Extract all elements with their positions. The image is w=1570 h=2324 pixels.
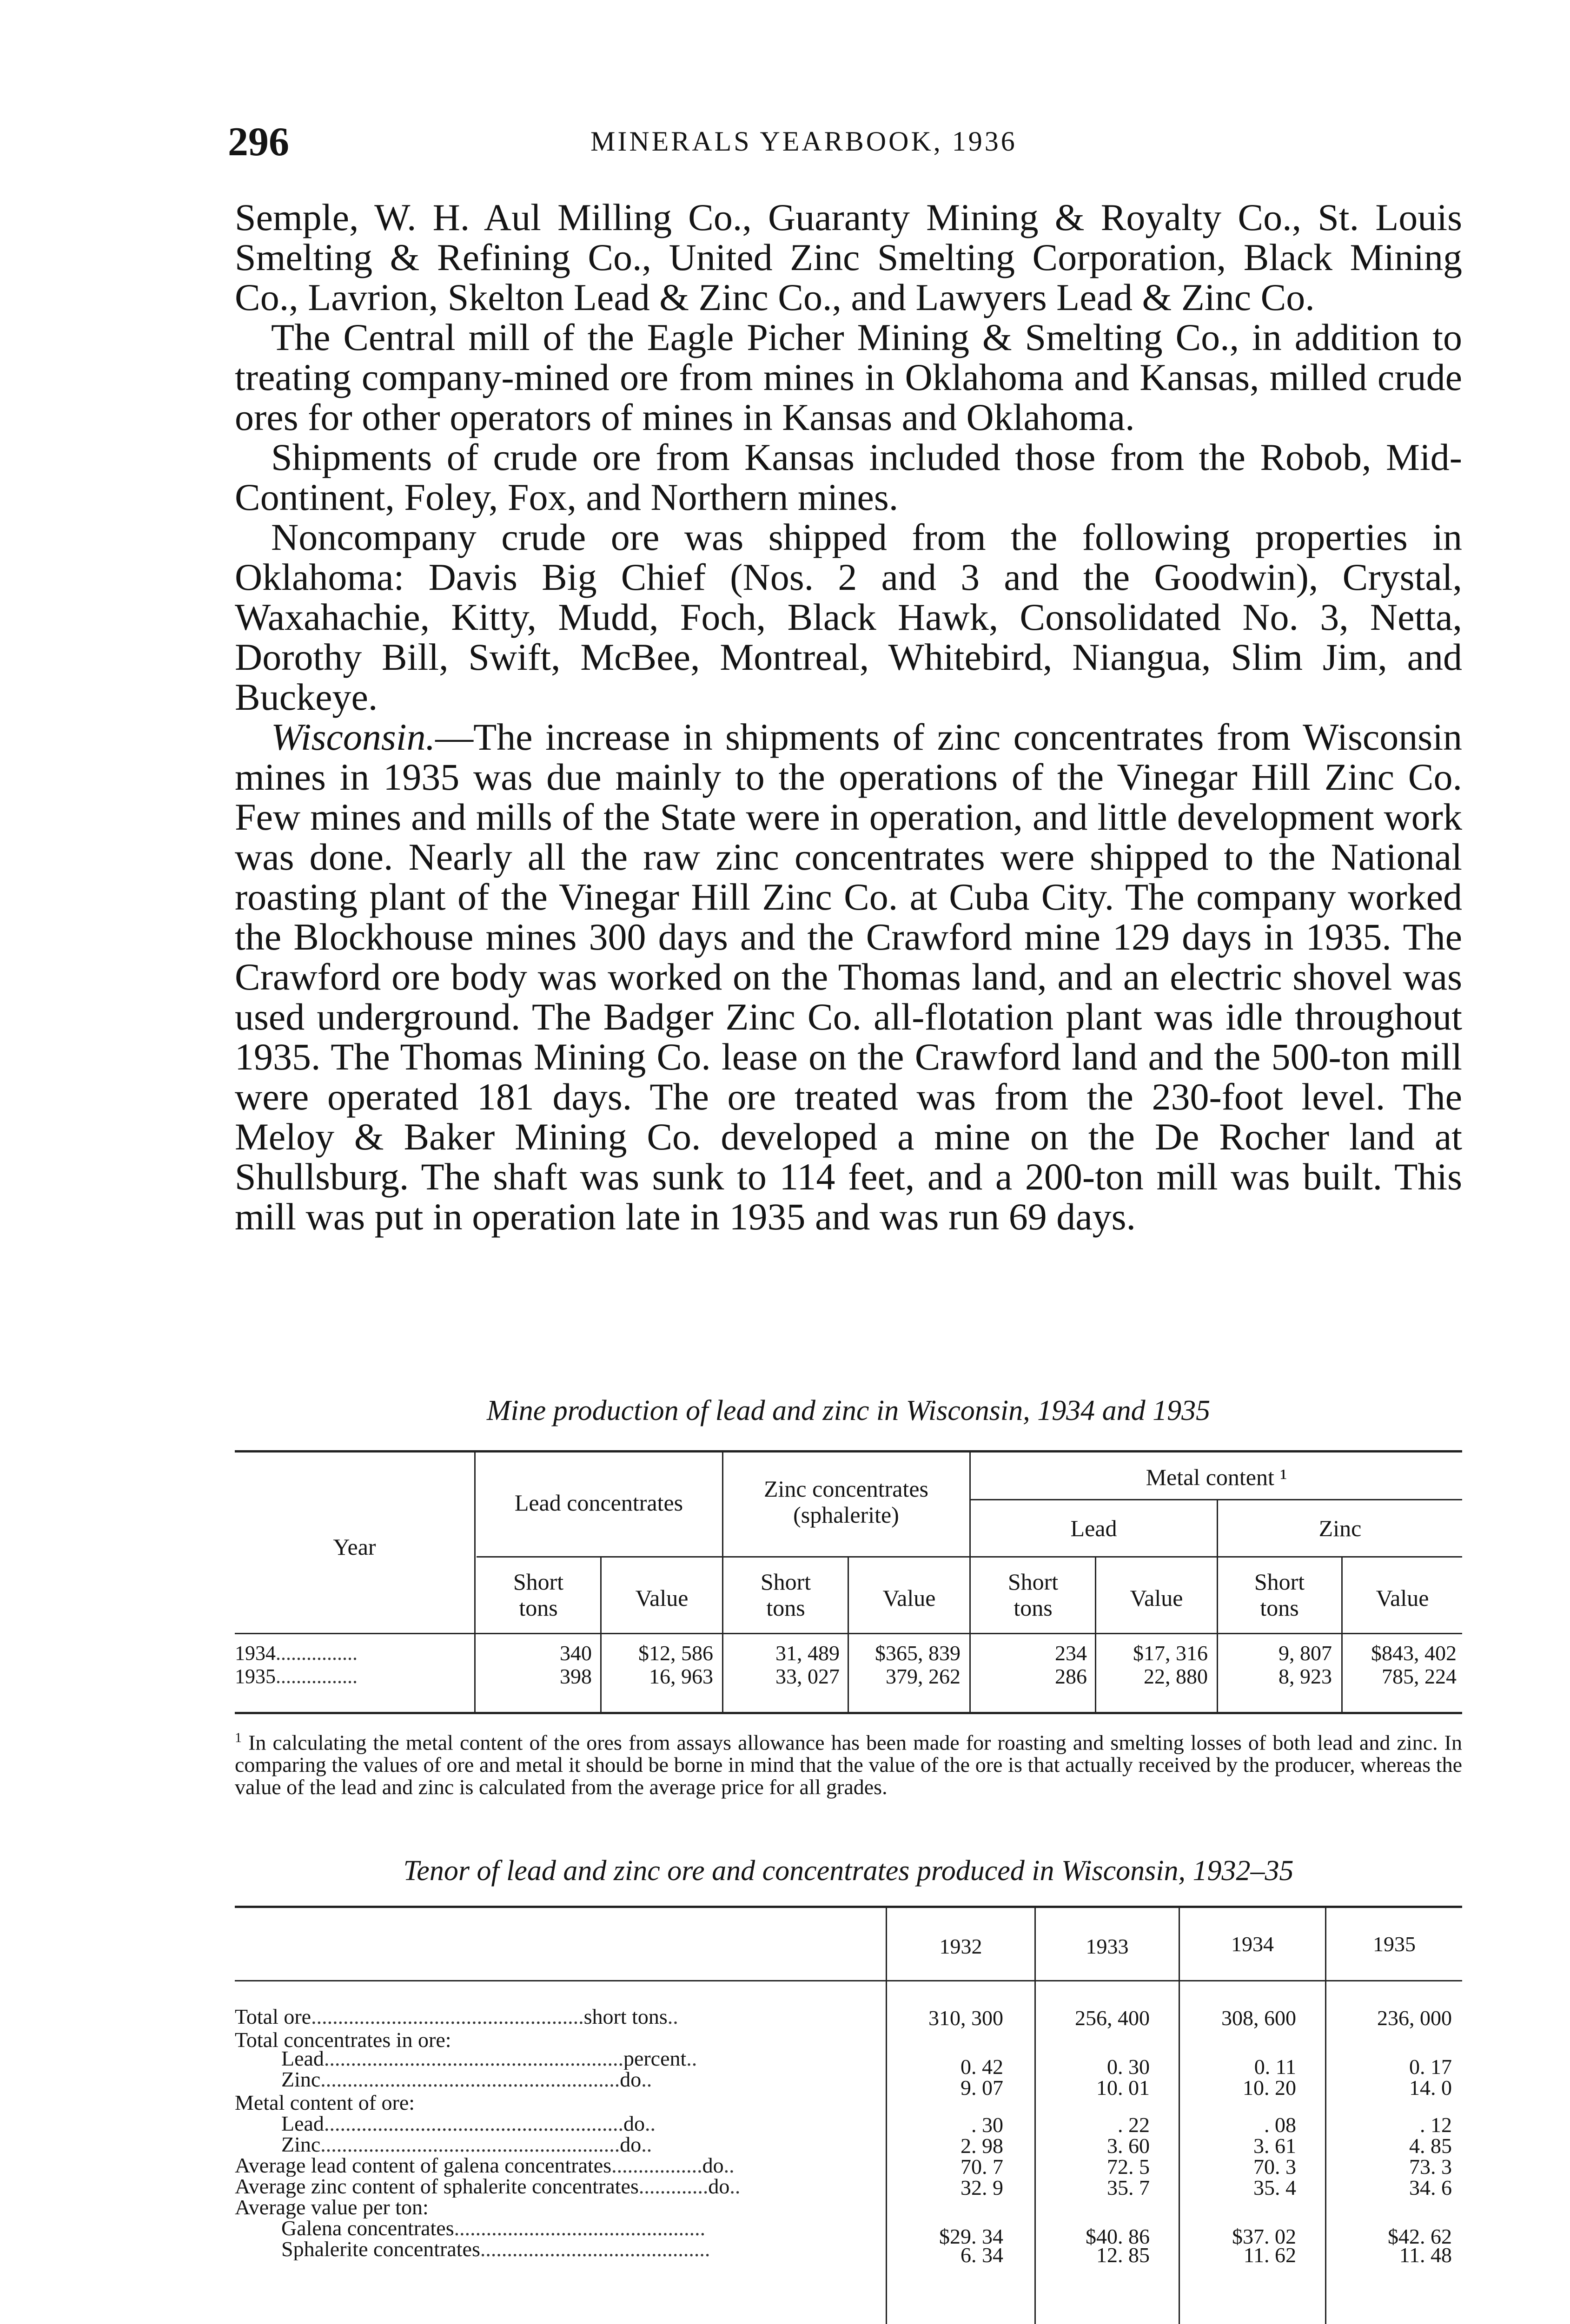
paragraph: Semple, W. H. Aul Milling Co., Guaranty Mining & Royalty Co., St. Louis Smelting & Refining Co., United Zinc Smelting Corporation, Black Mining Co., Lavrion, Skelton Lead & Zinc Co., and Lawyers Lead & Zinc Co.: [235, 196, 1462, 318]
year-header: 1933: [1086, 1934, 1129, 1958]
header-lead: Lead: [1070, 1515, 1117, 1541]
table-row-label: Total ore...................................................short tons..: [235, 2006, 678, 2028]
rule: [1341, 1557, 1343, 1713]
table-row-label: Average lead content of galena concentrates.................do..: [235, 2154, 735, 2177]
body-text: [235, 198, 1462, 1237]
year-header: 1932: [939, 1934, 982, 1958]
table-row-label: Lead........................................................do..: [281, 2113, 656, 2135]
table-cell: 34. 6: [1409, 2176, 1452, 2199]
table-cell: 32. 9: [961, 2176, 1003, 2199]
rule: [235, 1980, 1462, 1981]
table-cell: 310, 300: [928, 2006, 1003, 2030]
table-cell: 73. 3: [1409, 2155, 1452, 2179]
table-cell: 72. 5: [1107, 2155, 1150, 2179]
table-cell: 2. 98: [961, 2134, 1003, 2158]
cell: 340: [560, 1641, 592, 1665]
table-cell: . 08: [1264, 2113, 1296, 2137]
cell: 286: [1055, 1664, 1087, 1688]
rule: [969, 1499, 1462, 1500]
cell: 398: [560, 1664, 592, 1688]
table2: [235, 1906, 1462, 2324]
table-cell: 35. 7: [1107, 2176, 1150, 2199]
table-row-label: Total concentrates in ore:: [235, 2029, 451, 2051]
paragraph: Noncompany crude ore was shipped from the following properties in Oklahoma: Davis Big Chief (Nos. 2 and 3 and the Goodwin), Crystal, Waxahachie, Kitty, Mudd, Foch, Black Hawk, Consolidated No. 3, Netta, Dorothy Bill, Swift, McBee, Montreal, Whitebird, Niangua, Slim Jim, and Buckeye.: [235, 516, 1462, 718]
table-cell: 11. 62: [1243, 2243, 1296, 2267]
table-row-label: Average zinc content of sphalerite concentrates.............do..: [235, 2175, 741, 2198]
table-cell: 4. 85: [1409, 2134, 1452, 2158]
cell: 16, 963: [649, 1664, 713, 1688]
header-zinc: Zinc: [1318, 1515, 1362, 1541]
table1: [235, 1450, 1462, 1715]
cell: 379, 262: [886, 1664, 961, 1688]
table-cell: $37. 02: [1232, 2225, 1296, 2248]
table-cell: $40. 86: [1086, 2225, 1150, 2248]
table-cell: 10. 01: [1096, 2076, 1150, 2100]
table-row-label: Galena concentrates...............................................: [281, 2217, 706, 2239]
cell: 33, 027: [775, 1664, 840, 1688]
table-cell: 14. 0: [1409, 2076, 1452, 2100]
section-text: —The increase in shipments of zinc concentrates from Wisconsin mines in 1935 was due mainly to the operations of the Vinegar Hill Zinc Co. Few mines and mills of the State were in operation, and little development work was done. Nearly all the raw zinc concentrates were shipped to the National roasting plant of the Vinegar Hill Zinc Co. at Cuba City. The company worked the Blockhouse mines 300 days and the Crawford mine 129 days in 1935. The Crawford ore body was worked on the Thomas land, and an electric shovel was used underground. The Badger Zinc Co. all-flotation plant was idle throughout 1935. The Thomas Mining Co. lease on the Crawford land and the 500-ton mill were operated 181 days. The ore treated was from the 230-foot level. The Meloy & Baker Mining Co. developed a mine on the De Rocher land at Shullsburg. The shaft was sunk to 114 feet, and a 200-ton mill was built. This mill was put in operation late in 1935 and was run 69 days.: [235, 716, 1462, 1238]
table-cell: 70. 3: [1253, 2155, 1296, 2179]
table-row-label: Lead........................................................percent..: [281, 2047, 697, 2070]
header-short-tons: Short tons: [760, 1569, 811, 1621]
header-short-tons: Short tons: [1254, 1569, 1305, 1621]
header-value: Value: [882, 1585, 936, 1611]
page-number: 296: [228, 119, 289, 165]
table-cell: . 30: [971, 2113, 1003, 2137]
table-cell: 11. 48: [1399, 2243, 1452, 2267]
cell: 22, 880: [1144, 1664, 1208, 1688]
paragraph: The Central mill of the Eagle Picher Mining & Smelting Co., in addition to treating company-mined ore from mines in Oklahoma and Kansas, milled crude ores for other operators of mines in Kansas and Oklahoma.: [235, 316, 1462, 438]
table-cell: 70. 7: [961, 2155, 1003, 2179]
table-cell: . 22: [1118, 2113, 1150, 2137]
table-cell: 35. 4: [1253, 2176, 1296, 2199]
table-row-label: Metal content of ore:: [235, 2092, 415, 2114]
header-lead-concentrates: Lead concentrates: [514, 1490, 683, 1516]
header-year: Year: [333, 1534, 376, 1560]
cell: $17, 316: [1133, 1641, 1208, 1665]
rule: [235, 1906, 1462, 1908]
header-value: Value: [1376, 1585, 1429, 1611]
header-value: Value: [635, 1585, 689, 1611]
cell: 9, 807: [1279, 1641, 1332, 1665]
section-lead: Wisconsin.: [271, 716, 436, 758]
table-cell: 3. 60: [1107, 2134, 1150, 2158]
table1-caption: Mine production of lead and zinc in Wisconsin, 1934 and 1935: [486, 1395, 1211, 1426]
cell: $12, 586: [638, 1641, 713, 1665]
table-cell: 0. 42: [961, 2055, 1003, 2079]
header-short-tons: Short tons: [513, 1569, 564, 1621]
table-row-label: Sphalerite concentrates...........................................: [281, 2238, 710, 2260]
table-cell: 10. 20: [1243, 2076, 1296, 2100]
cell: 8, 923: [1279, 1664, 1332, 1688]
paragraph-wisconsin: [235, 717, 1462, 1237]
table-cell: . 12: [1420, 2113, 1452, 2137]
header-zinc-concentrates: Zinc concentrates (sphalerite): [764, 1476, 928, 1528]
table-row-year: 1934................: [235, 1642, 358, 1664]
running-title: MINERALS YEARBOOK, 1936: [590, 126, 1017, 157]
table-cell: 0. 30: [1107, 2055, 1150, 2079]
cell: $843, 402: [1371, 1641, 1457, 1665]
table-cell: 12. 85: [1096, 2243, 1150, 2267]
table-cell: 308, 600: [1221, 2006, 1296, 2030]
rule: [1095, 1557, 1096, 1713]
cell: $365, 839: [875, 1641, 961, 1665]
table-row-label: Zinc........................................................do..: [281, 2133, 652, 2156]
rule: [848, 1557, 849, 1713]
table-cell: 236, 000: [1377, 2006, 1452, 2030]
table-cell: 9. 07: [961, 2076, 1003, 2100]
header-metal-content: Metal content ¹: [1146, 1464, 1287, 1490]
table1-footnote: $^1$ In calculating the metal content of the ores from assays allowance has been made for roasting and smelting losses of both lead and zinc. In comparing the values of ore and metal it should be borne in mind that the value of the ore is that actually received by the producer, whereas the value of the lead and zinc is calculated from the average price for all grades.: [235, 1730, 1462, 1799]
table-cell: 0. 11: [1254, 2055, 1296, 2079]
table-row-year: 1935................: [235, 1665, 358, 1688]
cell: 31, 489: [775, 1641, 840, 1665]
table-cell: 6. 34: [961, 2243, 1003, 2267]
cell: 785, 224: [1382, 1664, 1457, 1688]
rule: [600, 1557, 602, 1713]
table-cell: 0. 17: [1409, 2055, 1452, 2079]
year-header: 1934: [1231, 1932, 1274, 1956]
rule: [235, 1450, 1462, 1452]
header-value: Value: [1130, 1585, 1183, 1611]
table-cell: $42. 62: [1388, 2225, 1452, 2248]
table-cell: $29. 34: [939, 2225, 1003, 2248]
cell: 234: [1055, 1641, 1087, 1665]
table-cell: 256, 400: [1075, 2006, 1150, 2030]
table-row-label: Zinc........................................................do..: [281, 2068, 652, 2091]
table-cell: 3. 61: [1253, 2134, 1296, 2158]
table-row-label: Average value per ton:: [235, 2196, 429, 2218]
paragraph: Shipments of crude ore from Kansas included those from the Robob, Mid-Continent, Foley, Fox, and Northern mines.: [235, 436, 1462, 518]
year-header: 1935: [1373, 1932, 1416, 1956]
table2-caption: Tenor of lead and zinc ore and concentrates produced in Wisconsin, 1932–35: [403, 1855, 1294, 1887]
header-short-tons: Short tons: [1007, 1569, 1059, 1621]
